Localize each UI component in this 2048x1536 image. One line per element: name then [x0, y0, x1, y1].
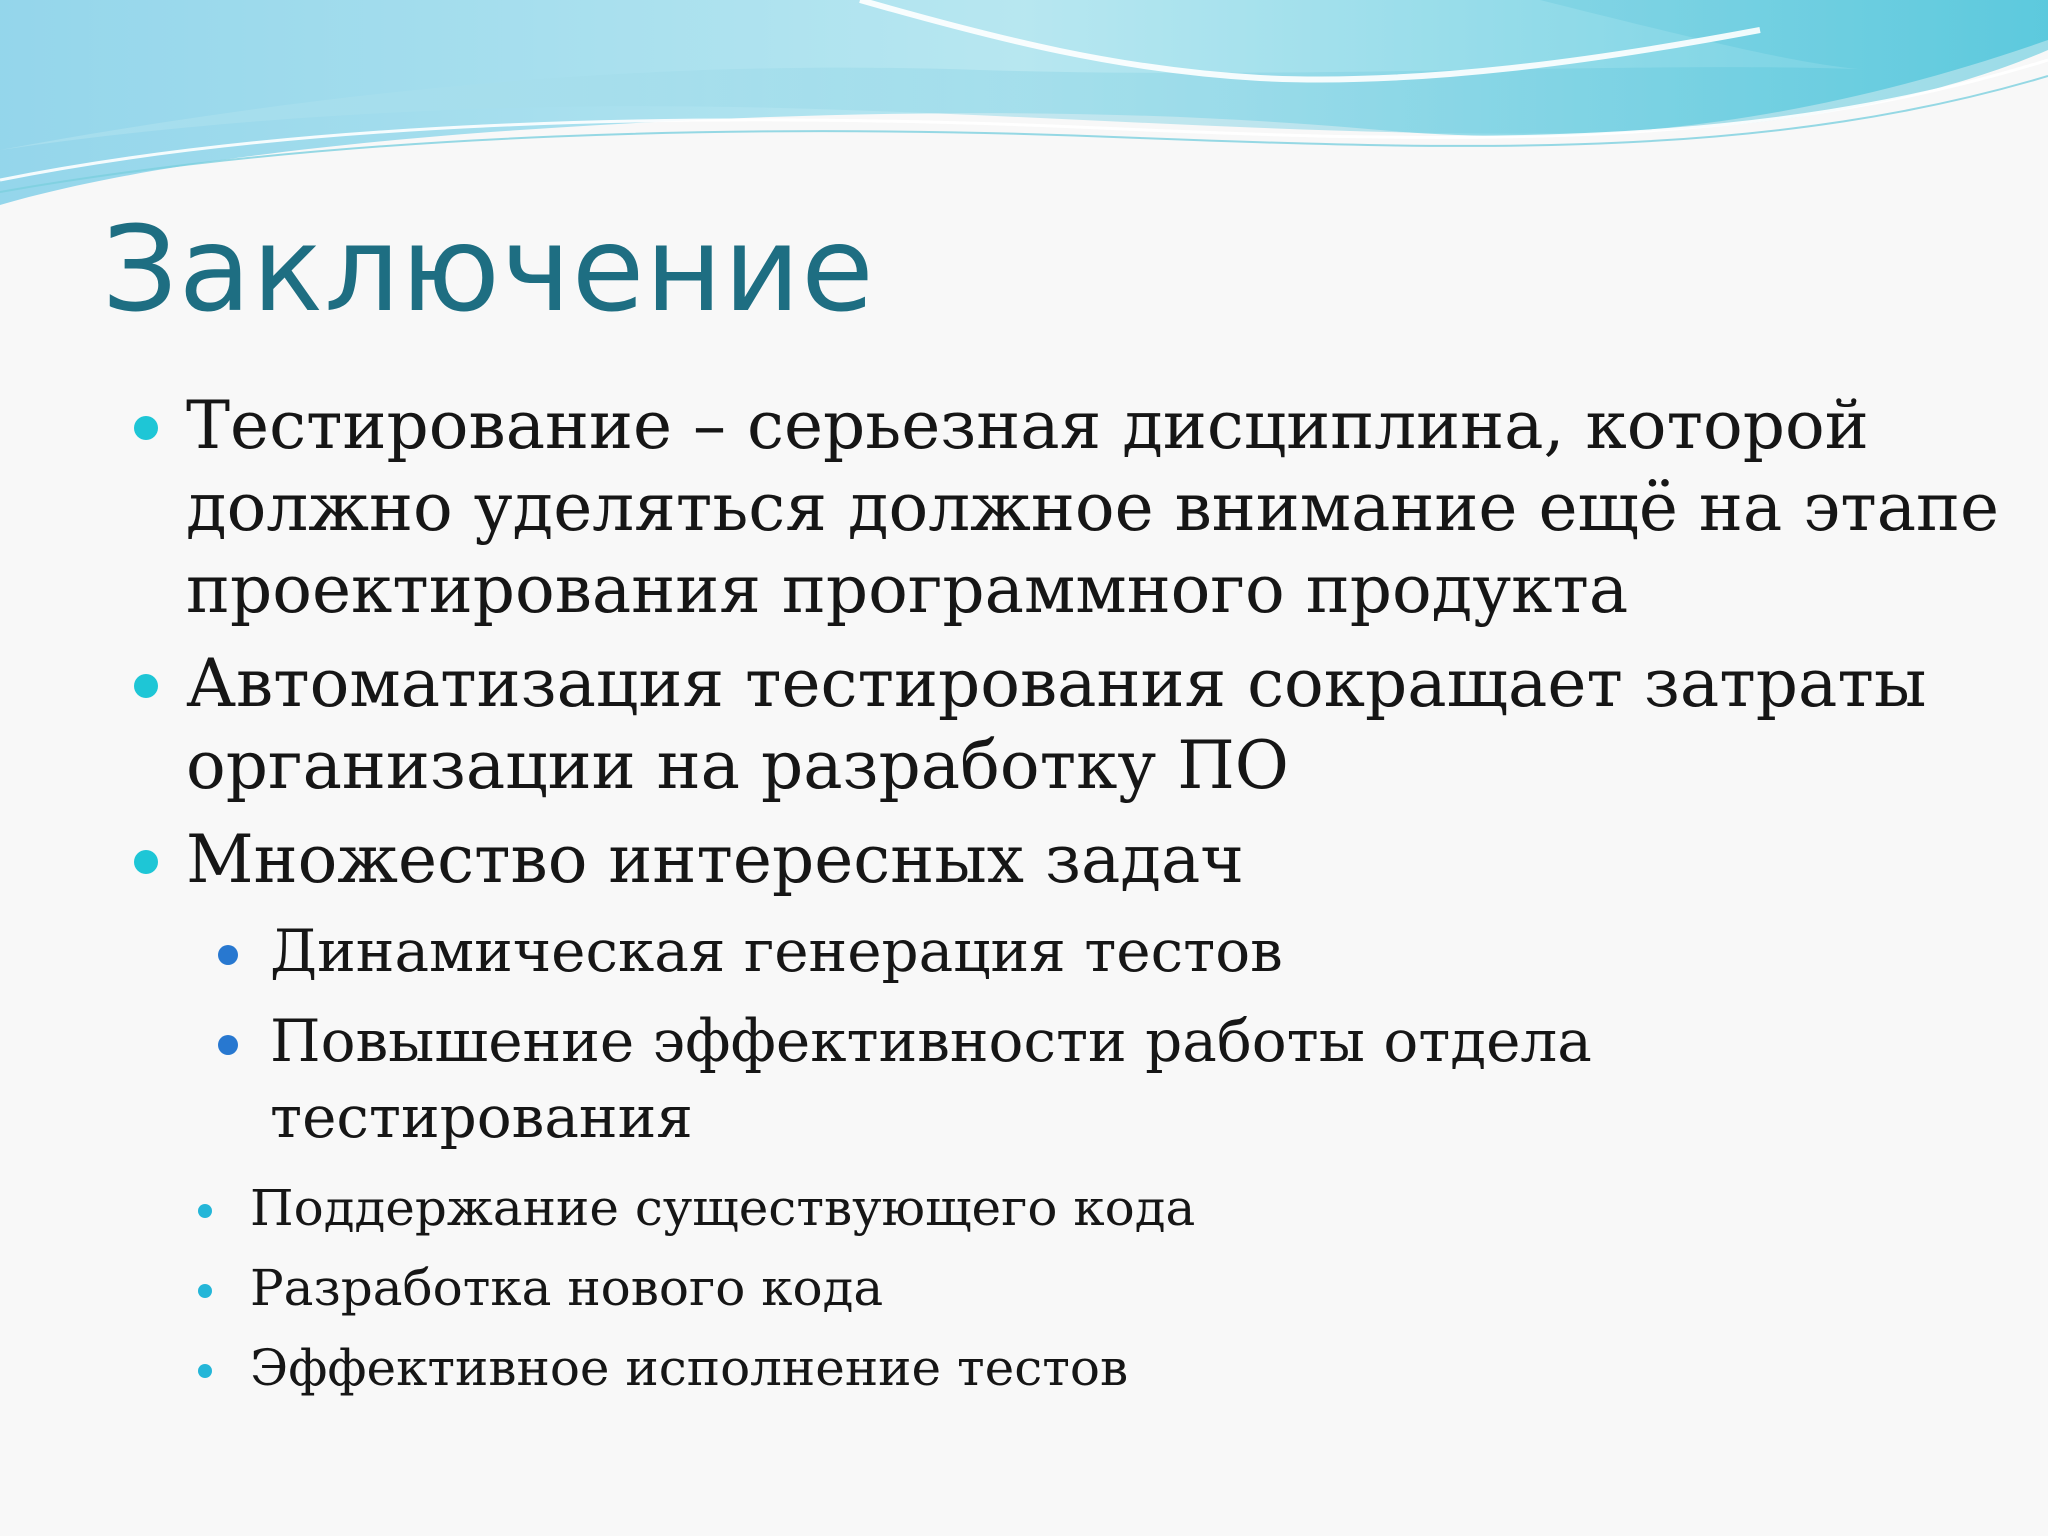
sub-sub-bullet-text: Эффективное исполнение тестов [250, 1339, 1129, 1397]
slide-title: Заключение [102, 200, 875, 338]
sub-bullet-item [218, 913, 2024, 989]
bullet-text: Автоматизация тестирования сокращает затраты организации на разработку ПО [186, 645, 1927, 804]
sub-sub-bullet-item [198, 1175, 2024, 1241]
bullet-dot-icon [134, 850, 158, 874]
sub-sub-bullet-item [198, 1255, 2024, 1321]
bullet-dot-icon [218, 1035, 238, 1055]
bullet-list [134, 385, 2024, 901]
bullet-dot-icon [198, 1284, 212, 1298]
bullet-text: Множество интересных задач [186, 821, 1244, 898]
bullet-dot-icon [198, 1204, 212, 1218]
bullet-dot-icon [198, 1364, 212, 1378]
sub-bullet-item [218, 1003, 2024, 1155]
sub-bullet-text: Повышение эффективности работы отдела тестирования [270, 1007, 1592, 1151]
sub-sub-bullet-item [198, 1335, 2024, 1401]
bullet-item [134, 819, 2024, 901]
sub-sub-bullet-list [198, 1169, 2024, 1401]
slide-body [134, 385, 2024, 1415]
bullet-dot-icon [134, 416, 158, 440]
sub-bullet-text: Динамическая генерация тестов [270, 917, 1283, 985]
sub-bullet-list [218, 913, 2024, 1155]
bullet-item [134, 385, 2024, 631]
bullet-dot-icon [218, 945, 238, 965]
sub-sub-bullet-text: Разработка нового кода [250, 1259, 884, 1317]
sub-sub-bullet-text: Поддержание существующего кода [250, 1179, 1196, 1237]
bullet-text: Тестирование – серьезная дисциплина, которой должно уделяться должное внимание ещё на этапе проектирования программного продукта [186, 387, 2000, 628]
bullet-item [134, 643, 2024, 807]
bullet-dot-icon [134, 674, 158, 698]
